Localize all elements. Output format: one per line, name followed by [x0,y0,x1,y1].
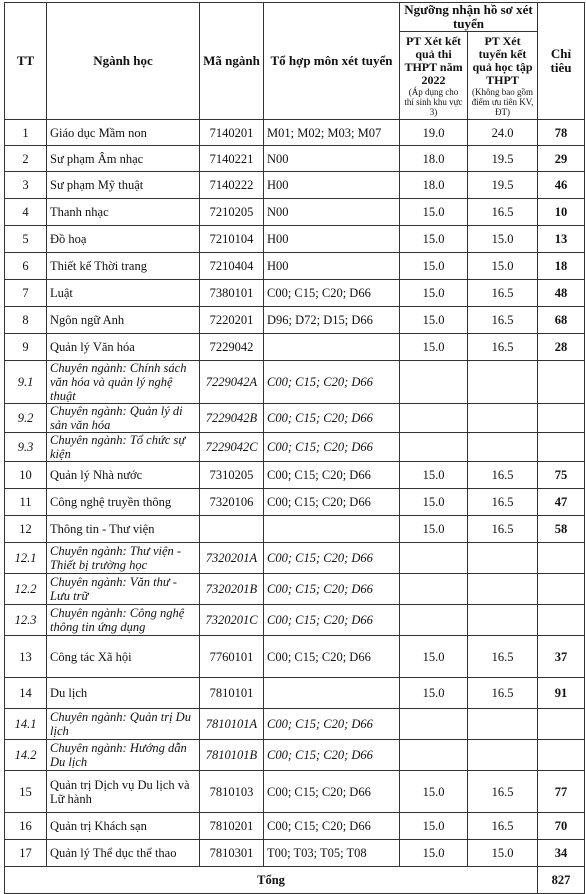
cell-pt1 [400,404,468,433]
cell-quota: 47 [538,489,585,516]
cell-pt2 [468,361,538,404]
cell-pt2: 16.5 [468,516,538,543]
total-label: Tổng [5,867,538,894]
cell-quota [538,433,585,462]
header-tt: TT [5,3,47,120]
table-row [5,543,585,574]
header-pt2-note: (Không bao gồm điểm ưu tiên KV, ĐT) [471,86,534,117]
cell-pt1: 15.0 [400,636,468,678]
table-body [5,120,585,894]
cell-major: Chuyên ngành: Quản trị Du lịch [47,709,200,740]
cell-pt1 [400,740,468,771]
cell-tt: 9 [5,334,47,361]
cell-tt: 9.2 [5,404,47,433]
cell-combo: C00; C15; C20; D66 [264,636,400,678]
cell-code: 7810103 [200,771,264,813]
cell-pt1 [400,605,468,636]
cell-pt1 [400,433,468,462]
cell-pt1: 15.0 [400,280,468,307]
cell-major: Sư phạm Âm nhạc [47,146,200,172]
header-pt1-note: (Áp dụng cho thí sinh khu vực 3) [404,86,463,117]
cell-quota: 58 [538,516,585,543]
cell-code: 7810301 [200,840,264,867]
table-row [5,489,585,516]
cell-code: 7810101A [200,709,264,740]
cell-major: Chuyên ngành: Văn thư - Lưu trữ [47,574,200,605]
cell-quota: 13 [538,226,585,253]
cell-pt2: 16.5 [468,489,538,516]
cell-tt: 2 [5,146,47,172]
cell-pt1 [400,361,468,404]
cell-code: 7320201A [200,543,264,574]
cell-quota: 77 [538,771,585,813]
cell-tt: 1 [5,120,47,146]
cell-tt: 14.1 [5,709,47,740]
cell-pt1: 15.0 [400,489,468,516]
cell-major: Thông tin - Thư viện [47,516,200,543]
header-quota: Chỉ tiêu [538,3,585,120]
cell-combo: C00; C15; C20; D66 [264,574,400,605]
cell-combo: N00 [264,199,400,226]
cell-combo: C00; C15; C20; D66 [264,404,400,433]
cell-tt: 15 [5,771,47,813]
cell-tt: 4 [5,199,47,226]
cell-quota: 29 [538,146,585,172]
cell-major: Chuyên ngành: Hướng dẫn Du lịch [47,740,200,771]
cell-quota [538,740,585,771]
cell-code: 7810101B [200,740,264,771]
cell-pt2: 16.5 [468,636,538,678]
cell-pt1: 15.0 [400,253,468,280]
table-row [5,334,585,361]
cell-major: Luật [47,280,200,307]
cell-tt: 16 [5,813,47,840]
cell-code: 7320201B [200,574,264,605]
cell-tt: 13 [5,636,47,678]
cell-major: Quản lý Nhà nước [47,462,200,489]
cell-pt2: 24.0 [468,120,538,146]
cell-pt2 [468,404,538,433]
cell-combo [264,334,400,361]
cell-pt2: 16.5 [468,678,538,709]
table-total-row [5,867,585,894]
cell-pt2: 16.5 [468,307,538,334]
header-pt2 [468,32,538,120]
cell-quota [538,709,585,740]
table-row [5,771,585,813]
cell-major: Công tác Xã hội [47,636,200,678]
header-combo: Tổ hợp môn xét tuyển [264,3,400,120]
cell-code: 7229042 [200,334,264,361]
cell-tt: 9.1 [5,361,47,404]
table-row [5,636,585,678]
cell-pt1: 15.0 [400,226,468,253]
cell-combo: T00; T03; T05; T08 [264,840,400,867]
cell-combo: H00 [264,226,400,253]
cell-major: Công nghệ truyền thông [47,489,200,516]
cell-pt1: 15.0 [400,771,468,813]
header-major: Ngành học [47,3,200,120]
cell-pt2 [468,709,538,740]
table-row [5,605,585,636]
cell-pt2: 16.5 [468,280,538,307]
cell-code: 7140201 [200,120,264,146]
cell-combo: C00; C15; C20; D66 [264,709,400,740]
cell-code [200,516,264,543]
cell-pt1: 15.0 [400,813,468,840]
cell-major: Đồ hoạ [47,226,200,253]
table-row [5,361,585,404]
cell-combo: C00; C15; C20; D66 [264,740,400,771]
table-row [5,120,585,146]
cell-major: Quản lý Văn hóa [47,334,200,361]
cell-code: 7380101 [200,280,264,307]
cell-quota [538,574,585,605]
cell-quota: 37 [538,636,585,678]
cell-major: Chuyên ngành: Tổ chức sự kiện [47,433,200,462]
cell-quota: 28 [538,334,585,361]
table-row [5,574,585,605]
cell-code: 7140222 [200,172,264,199]
cell-pt1 [400,543,468,574]
cell-pt1: 18.0 [400,146,468,172]
header-threshold-group: Ngưỡng nhận hồ sơ xét tuyển [400,3,538,32]
table-row [5,146,585,172]
cell-tt: 14.2 [5,740,47,771]
cell-combo: C00; C15; C20; D66 [264,605,400,636]
cell-pt2: 16.5 [468,813,538,840]
table-row [5,307,585,334]
cell-major: Quản trị Dịch vụ Du lịch và Lữ hành [47,771,200,813]
cell-major: Thanh nhạc [47,199,200,226]
cell-combo: C00; C15; C20; D66 [264,361,400,404]
cell-pt2: 15.0 [468,253,538,280]
cell-tt: 14 [5,678,47,709]
cell-quota: 18 [538,253,585,280]
table-row [5,840,585,867]
cell-pt2 [468,574,538,605]
cell-quota [538,361,585,404]
cell-combo: H00 [264,172,400,199]
cell-tt: 3 [5,172,47,199]
cell-pt1: 18.0 [400,172,468,199]
cell-pt1 [400,574,468,605]
cell-code: 7310205 [200,462,264,489]
cell-code: 7229042B [200,404,264,433]
cell-code: 7210104 [200,226,264,253]
header-pt2-title: PT Xét tuyển kết quả học tập THPT [472,33,533,87]
header-pt1 [400,32,468,120]
cell-code: 7810101 [200,678,264,709]
cell-combo: M01; M02; M03; M07 [264,120,400,146]
cell-quota: 68 [538,307,585,334]
table-row [5,462,585,489]
total-value: 827 [538,867,585,894]
cell-pt2 [468,543,538,574]
cell-combo [264,678,400,709]
cell-pt1: 15.0 [400,199,468,226]
cell-pt1: 15.0 [400,678,468,709]
cell-major: Ngôn ngữ Anh [47,307,200,334]
cell-tt: 12.2 [5,574,47,605]
cell-major: Quản lý Thể dục thể thao [47,840,200,867]
cell-code: 7210205 [200,199,264,226]
cell-quota: 46 [538,172,585,199]
cell-code: 7320201C [200,605,264,636]
table-row [5,740,585,771]
admission-table [4,2,585,894]
cell-pt1: 15.0 [400,462,468,489]
cell-code: 7320106 [200,489,264,516]
cell-tt: 12.3 [5,605,47,636]
cell-tt: 9.3 [5,433,47,462]
cell-pt1: 15.0 [400,516,468,543]
cell-tt: 8 [5,307,47,334]
cell-pt2: 16.5 [468,462,538,489]
cell-pt2: 16.5 [468,771,538,813]
table-row [5,433,585,462]
cell-quota [538,605,585,636]
table-row [5,280,585,307]
cell-quota: 70 [538,813,585,840]
cell-pt2: 19.5 [468,172,538,199]
cell-pt2: 16.5 [468,334,538,361]
cell-pt1: 19.0 [400,120,468,146]
cell-tt: 5 [5,226,47,253]
cell-quota: 10 [538,199,585,226]
cell-quota: 75 [538,462,585,489]
header-pt1-title: PT Xét kết quả thi THPT năm 2022 [404,33,463,87]
cell-pt1: 15.0 [400,334,468,361]
cell-tt: 17 [5,840,47,867]
cell-pt2: 16.5 [468,199,538,226]
cell-code: 7229042C [200,433,264,462]
cell-pt1 [400,709,468,740]
table-row [5,172,585,199]
cell-tt: 7 [5,280,47,307]
cell-major: Quản trị Khách sạn [47,813,200,840]
table-row [5,199,585,226]
cell-combo: C00; C15; C20; D66 [264,813,400,840]
cell-quota [538,543,585,574]
cell-major: Du lịch [47,678,200,709]
cell-major: Chuyên ngành: Công nghệ thông tin ứng dụng [47,605,200,636]
cell-pt2: 15.0 [468,840,538,867]
cell-quota: 91 [538,678,585,709]
cell-combo: C00; C15; C20; D66 [264,543,400,574]
cell-combo: C00; C15; C20; D66 [264,462,400,489]
cell-code: 7210404 [200,253,264,280]
cell-combo: C00; C15; C20; D66 [264,771,400,813]
cell-tt: 12 [5,516,47,543]
table-row [5,516,585,543]
header-code: Mã ngành [200,3,264,120]
cell-major: Chuyên ngành: Chính sách văn hóa và quản lý nghệ thuật [47,361,200,404]
cell-quota [538,404,585,433]
cell-quota: 48 [538,280,585,307]
cell-pt2 [468,740,538,771]
cell-major: Thiết kế Thời trang [47,253,200,280]
table-row [5,678,585,709]
cell-combo: N00 [264,146,400,172]
cell-combo: D96; D72; D15; D66 [264,307,400,334]
cell-tt: 10 [5,462,47,489]
cell-pt1: 15.0 [400,307,468,334]
cell-tt: 12.1 [5,543,47,574]
table-row [5,813,585,840]
cell-pt2 [468,433,538,462]
cell-code: 7760101 [200,636,264,678]
table-row [5,404,585,433]
cell-combo: C00; C15; C20; D66 [264,489,400,516]
cell-code: 7140221 [200,146,264,172]
cell-code: 7810201 [200,813,264,840]
cell-major: Sư phạm Mỹ thuật [47,172,200,199]
cell-tt: 11 [5,489,47,516]
cell-quota: 34 [538,840,585,867]
cell-pt1: 15.0 [400,840,468,867]
table-row [5,226,585,253]
cell-tt: 6 [5,253,47,280]
cell-major: Chuyên ngành: Thư viện - Thiết bị trường học [47,543,200,574]
cell-combo [264,516,400,543]
cell-major: Chuyên ngành: Quản lý di sản văn hóa [47,404,200,433]
cell-combo: C00; C15; C20; D66 [264,280,400,307]
table-row [5,253,585,280]
cell-pt2: 19.5 [468,146,538,172]
cell-pt2: 15.0 [468,226,538,253]
cell-pt2 [468,605,538,636]
table-row [5,709,585,740]
cell-quota: 78 [538,120,585,146]
cell-code: 7229042A [200,361,264,404]
cell-combo: C00; C15; C20; D66 [264,433,400,462]
cell-combo: H00 [264,253,400,280]
cell-code: 7220201 [200,307,264,334]
cell-major: Giáo dục Mầm non [47,120,200,146]
